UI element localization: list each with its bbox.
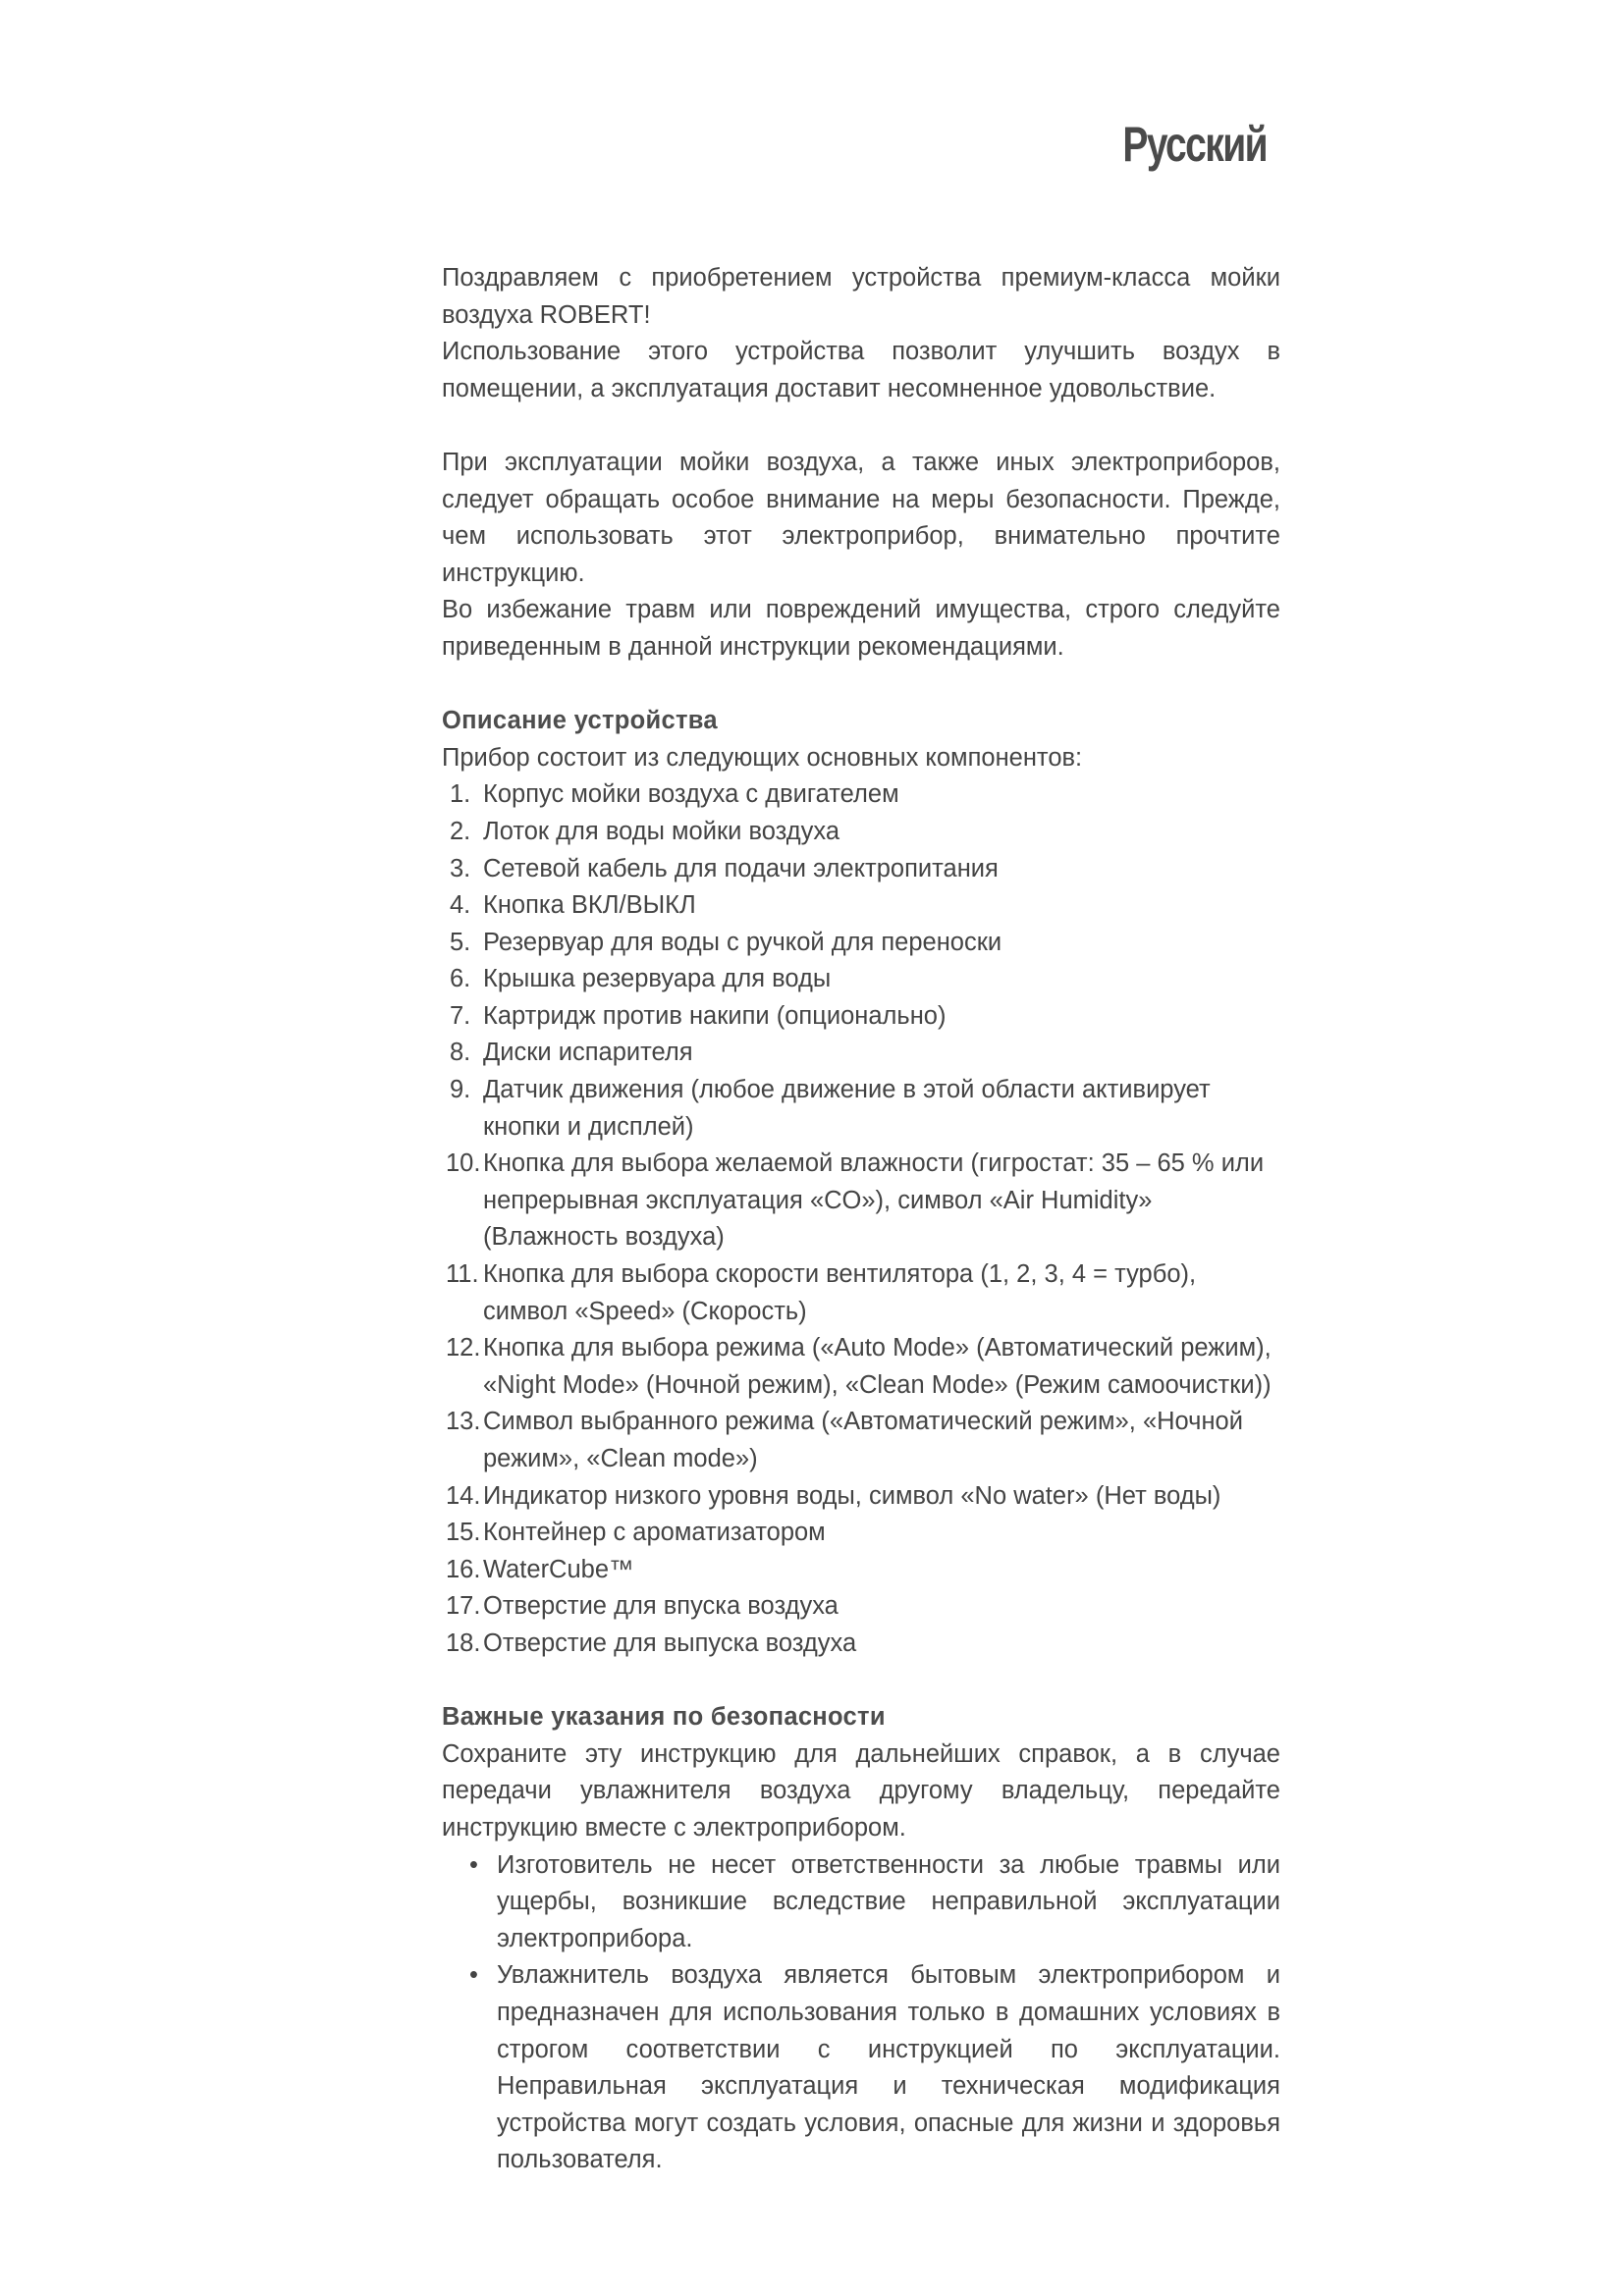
list-item-text: Кнопка для выбора желаемой влажности (гигростат: 35 – 65 % или непрерывная эксплуатация «CO»), символ «Air Humidity» (Влажность воздуха) [483, 1149, 1265, 1252]
list-item-number: 14. [446, 1481, 481, 1510]
list-item [442, 1626, 1280, 1663]
list-item [442, 998, 1280, 1036]
list-item-number: 6. [450, 965, 471, 993]
list-item-number: 5. [450, 928, 471, 956]
bullet-text: Изготовитель не несет ответственности за любые травмы или ущербы, возникшие вследствие неправильной эксплуатации электроприбора. [497, 1850, 1280, 1952]
list-item-number: 16. [446, 1555, 481, 1583]
list-item [442, 961, 1280, 998]
list-item [442, 1330, 1280, 1404]
list-item [442, 1552, 1280, 1589]
section-title-safety: Важные указания по безопасности [442, 1703, 886, 1732]
safety-lead: Сохраните эту инструкцию для дальнейших справок, а в случае передачи увлажнителя воздуха другому владельцу, передайте инструкцию вместе с электроприбором. [442, 1739, 1280, 1842]
intro-paragraph-1: Поздравляем с приобретением устройства премиум-класса мойки воздуха ROBERT! [442, 264, 1280, 329]
list-item-number: 3. [450, 854, 471, 882]
list-item-text: Контейнер с ароматизатором [483, 1519, 826, 1547]
bullet-text: Увлажнитель воздуха является бытовым электроприбором и предназначен для использования только в домашних условиях в строгом соответствии с инструкцией по эксплуатации. Неправильная эксплуатация и техническая модификация устройства могут создать условия, опасные для жизни и здоровья пользователя. [497, 1961, 1280, 2174]
list-item-number: 4. [450, 891, 471, 920]
list-item-number: 8. [450, 1039, 471, 1067]
list-item [442, 887, 1280, 925]
list-item [442, 776, 1280, 814]
list-item-number: 10. [446, 1149, 481, 1178]
description-lead: Прибор состоит из следующих основных компонентов: [442, 743, 1083, 772]
list-item-number: 7. [450, 1001, 471, 1030]
list-item [442, 1478, 1280, 1516]
components-list [442, 776, 1280, 1662]
bullet-icon: • [469, 1850, 478, 1879]
manual-content [442, 260, 1280, 2179]
list-item-text: Резервуар для воды с ручкой для переноски [483, 928, 1002, 956]
list-item [442, 1515, 1280, 1552]
list-item-text: Кнопка ВКЛ/ВЫКЛ [483, 891, 696, 920]
list-item-text: Индикатор низкого уровня воды, символ «No water» (Нет воды) [483, 1481, 1221, 1510]
list-item-text: Сетевой кабель для подачи электропитания [483, 854, 999, 882]
list-item-text: Отверстие для впуска воздуха [483, 1592, 839, 1621]
list-item [442, 1404, 1280, 1477]
list-item [463, 1847, 1280, 1958]
list-item-number: 12. [446, 1334, 481, 1362]
list-item-text: Лоток для воды мойки воздуха [483, 817, 840, 845]
list-item-text: Кнопка для выбора режима («Auto Mode» (Автоматический режим), «Night Mode» (Ночной режим), «Clean Mode» (Режим самоочистки)) [483, 1334, 1272, 1399]
list-item [442, 1146, 1280, 1256]
list-item-text: Отверстие для выпуска воздуха [483, 1629, 857, 1657]
list-item [442, 814, 1280, 851]
list-item-number: 18. [446, 1629, 481, 1657]
intro-paragraph-3: При эксплуатации мойки воздуха, а также иных электроприборов, следует обращать особое внимание на меры безопасности. Прежде, чем использовать этот электроприбор, внимательно прочтите инструкцию. [442, 448, 1280, 587]
list-item-number: 17. [446, 1592, 481, 1621]
list-item [463, 1957, 1280, 2179]
list-item [442, 1035, 1280, 1072]
list-item-number: 13. [446, 1408, 481, 1436]
bullet-icon: • [469, 1961, 478, 1990]
intro-paragraph-4: Во избежание травм или повреждений имущества, строго следуйте приведенным в данной инструкции рекомендациями. [442, 596, 1280, 661]
list-item-number: 1. [450, 780, 471, 809]
list-item-number: 2. [450, 817, 471, 845]
list-item-text: Диски испарителя [483, 1039, 693, 1067]
list-item-text: Крышка резервуара для воды [483, 965, 832, 993]
list-item-number: 9. [450, 1076, 471, 1104]
list-item [442, 1588, 1280, 1626]
list-item [442, 925, 1280, 962]
list-item [442, 1072, 1280, 1146]
list-item-text: Датчик движения (любое движение в этой области активирует кнопки и дисплей) [483, 1076, 1211, 1141]
list-item-number: 15. [446, 1519, 481, 1547]
list-item-text: Символ выбранного режима («Автоматический режим», «Ночной режим», «Clean mode») [483, 1408, 1243, 1472]
section-title-description: Описание устройства [442, 707, 718, 735]
list-item-text: Картридж против накипи (опционально) [483, 1001, 947, 1030]
intro-paragraph-2: Использование этого устройства позволит улучшить воздух в помещении, а эксплуатация доставит несомненное удовольствие. [442, 338, 1280, 402]
list-item-text: WaterCube™ [483, 1555, 634, 1583]
list-item-text: Кнопка для выбора скорости вентилятора (1, 2, 3, 4 = турбо), символ «Speed» (Скорость) [483, 1260, 1197, 1325]
list-item [442, 1256, 1280, 1330]
list-item [442, 851, 1280, 888]
list-item-text: Корпус мойки воздуха с двигателем [483, 780, 899, 809]
list-item-number: 11. [446, 1260, 479, 1289]
safety-list [442, 1847, 1280, 2179]
language-heading: Русский [1122, 117, 1267, 172]
